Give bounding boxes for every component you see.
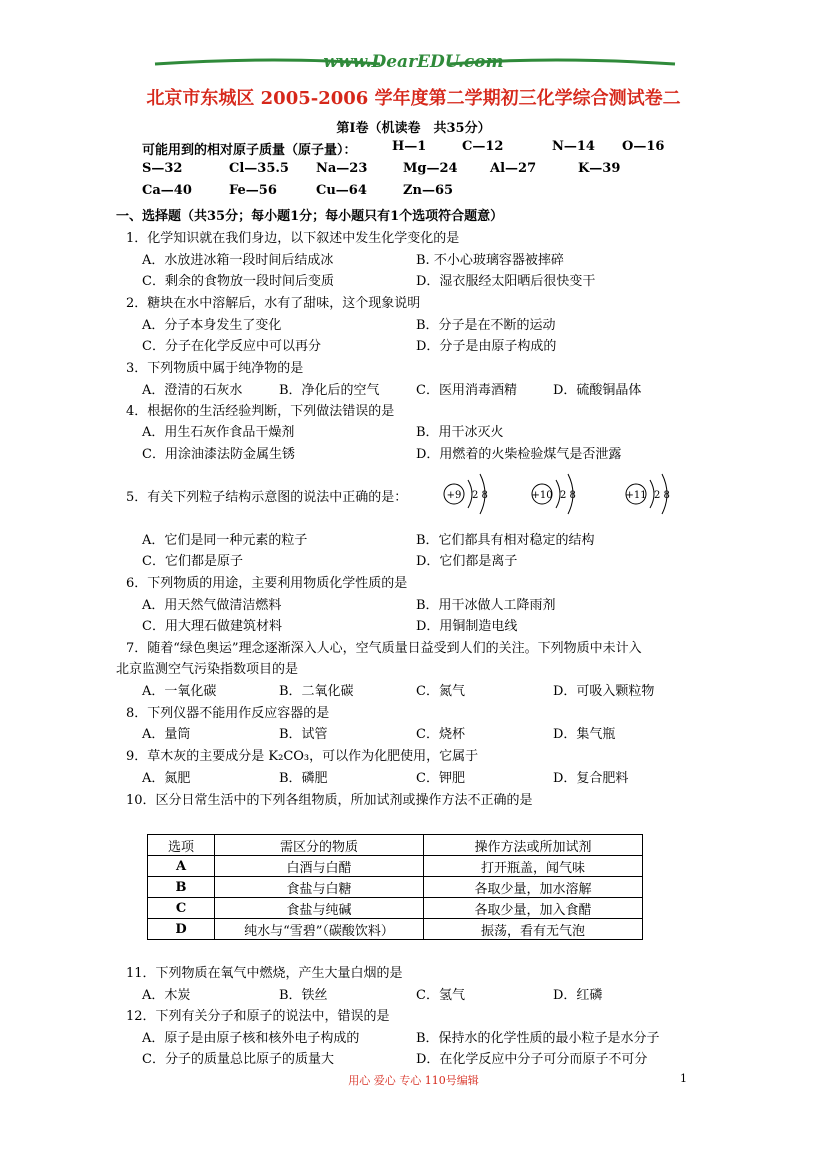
atomic-mass-item: C—12 [462, 139, 504, 154]
table-row [148, 856, 643, 877]
atom-diagram [625, 474, 669, 514]
option-b: B．磷肥 [279, 771, 328, 786]
atomic-mass-item: Cu—64 [316, 183, 367, 198]
option-a: A．一氧化碳 [142, 684, 217, 699]
page-footer: 用心 爱心 专心 110号编辑 [348, 1074, 479, 1087]
atomic-mass-item: Fe—56 [229, 183, 277, 198]
table-cell: 食盐与纯碱 [215, 898, 424, 919]
atom-diagram [444, 474, 488, 514]
option-b: B．保持水的化学性质的最小粒子是水分子 [416, 1031, 660, 1046]
table-cell: 白酒与白醋 [215, 856, 424, 877]
atomic-mass-item: Zn—65 [403, 183, 454, 198]
option-c: C．用涂油漆法防金属生锈 [142, 447, 295, 462]
question-stem: 7．随着“绿色奥运”理念逐渐深入人心，空气质量日益受到人们的关注。下列物质中未计入 [126, 641, 642, 656]
question-stem: 9．草木灰的主要成分是 K₂CO₃，可以作为化肥使用，它属于 [126, 749, 479, 764]
option-a: A．分子本身发生了变化 [142, 318, 282, 333]
question-stem: 1．化学知识就在我们身边，以下叙述中发生化学变化的是 [126, 231, 460, 246]
option-d: D．可吸入颗粒物 [553, 684, 655, 699]
atomic-mass-item: N—14 [552, 139, 595, 154]
option-b: B．铁丝 [279, 988, 328, 1003]
section-heading: 一、选择题（共35分；每小题1分；每小题只有1个选项符合题意） [116, 209, 504, 224]
atomic-mass-item: Mg—24 [403, 161, 458, 176]
atomic-mass-item: Cl—35.5 [229, 161, 289, 176]
svg-text:+10: +10 [531, 490, 553, 501]
option-d: D．在化学反应中分子可分而原子不可分 [416, 1052, 648, 1067]
atom-diagram [531, 474, 575, 514]
q10-table [147, 834, 643, 940]
option-a: A．量筒 [142, 727, 191, 742]
particle-structure-diagram [440, 470, 680, 520]
option-c: C．钾肥 [416, 771, 465, 786]
option-b: B．分子是在不断的运动 [416, 318, 556, 333]
table-cell: 振荡，看有无气泡 [424, 919, 643, 940]
table-cell: D [148, 919, 215, 940]
question-stem: 5．有关下列粒子结构示意图的说法中正确的是： [126, 490, 408, 505]
option-d: D．它们都是离子 [416, 554, 518, 569]
option-b: B．试管 [279, 727, 328, 742]
question-stem: 12．下列有关分子和原子的说法中，错误的是 [126, 1009, 390, 1024]
table-header: 需区分的物质 [215, 835, 424, 856]
table-cell: C [148, 898, 215, 919]
page-title: 北京市东城区 2005-2006 学年度第二学期初三化学综合测试卷二 [146, 88, 681, 109]
question-stem: 4．根据你的生活经验判断，下列做法错误的是 [126, 404, 395, 419]
svg-text:2 8: 2 8 [472, 490, 488, 501]
option-a: A．澄清的石灰水 [142, 383, 243, 398]
table-cell: 各取少量，加入食醋 [424, 898, 643, 919]
svg-text:+11: +11 [625, 490, 647, 501]
svg-text:2 8: 2 8 [560, 490, 576, 501]
option-c: C．医用消毒酒精 [416, 383, 517, 398]
option-c: C．剩余的食物放一段时间后变质 [142, 274, 334, 289]
option-c: C．用大理石做建筑材料 [142, 619, 282, 634]
option-d: D．复合肥料 [553, 771, 629, 786]
option-b: B．净化后的空气 [279, 383, 380, 398]
option-c: C．烧杯 [416, 727, 465, 742]
page-number: 1 [680, 1072, 687, 1085]
option-b: B．二氧化碳 [279, 684, 354, 699]
atomic-mass-item: Al—27 [490, 161, 537, 176]
site-logo-text[interactable]: www.DearEDU.com [323, 52, 504, 72]
option-a: A．水放进冰箱一段时间后结成冰 [142, 253, 334, 268]
option-c: C．它们都是原子 [142, 554, 243, 569]
option-c: C．分子的质量总比原子的质量大 [142, 1052, 334, 1067]
option-a: A．原子是由原子核和核外电子构成的 [142, 1031, 360, 1046]
table-header: 选项 [148, 835, 215, 856]
question-stem: 10．区分日常生活中的下列各组物质，所加试剂或操作方法不正确的是 [126, 793, 533, 808]
atomic-mass-item: K—39 [578, 161, 621, 176]
atomic-mass-item: S—32 [142, 161, 183, 176]
option-d: D．集气瓶 [553, 727, 616, 742]
option-b: B．它们都具有相对稳定的结构 [416, 533, 595, 548]
table-row [148, 919, 643, 940]
option-a: A．氮肥 [142, 771, 191, 786]
option-d: D．用铜制造电线 [416, 619, 518, 634]
atomic-mass-label: 可能用到的相对原子质量（原子量）： [142, 143, 357, 158]
table-header-row [148, 835, 643, 856]
option-d: D．硫酸铜晶体 [553, 383, 642, 398]
option-b: B．用干冰灭火 [416, 425, 504, 440]
atomic-mass-item: O—16 [622, 139, 665, 154]
question-stem-continued: 北京监测空气污染指数项目的是 [116, 662, 299, 677]
option-d: D．用燃着的火柴检验煤气是否泄露 [416, 447, 622, 462]
option-a: A．用生石灰作食品干燥剂 [142, 425, 295, 440]
option-a: A．木炭 [142, 988, 191, 1003]
question-stem: 11．下列物质在氧气中燃烧，产生大量白烟的是 [126, 966, 403, 981]
option-c: C．氮气 [416, 684, 465, 699]
table-cell: 食盐与白糖 [215, 877, 424, 898]
question-stem: 8．下列仪器不能用作反应容器的是 [126, 706, 330, 721]
option-d: D．红磷 [553, 988, 603, 1003]
paper-subtitle: 第Ⅰ卷（机读卷 共35分） [336, 121, 491, 136]
option-d: D．湿衣服经太阳晒后很快变干 [416, 274, 596, 289]
atomic-mass-item: Ca—40 [142, 183, 192, 198]
svg-text:2 8: 2 8 [654, 490, 670, 501]
question-stem: 6．下列物质的用途，主要利用物质化学性质的是 [126, 576, 408, 591]
question-stem: 3．下列物质中属于纯净物的是 [126, 361, 304, 376]
table-cell: 纯水与“雪碧”（碳酸饮料） [215, 919, 424, 940]
svg-text:+9: +9 [446, 490, 462, 501]
option-c: C．分子在化学反应中可以再分 [142, 339, 321, 354]
option-a: A．用天然气做清洁燃料 [142, 598, 282, 613]
table-row [148, 877, 643, 898]
option-c: C．氢气 [416, 988, 465, 1003]
question-stem: 2．糖块在水中溶解后，水有了甜味，这个现象说明 [126, 296, 421, 311]
table-row [148, 898, 643, 919]
atomic-mass-item: H—1 [392, 139, 427, 154]
option-b: B．用干冰做人工降雨剂 [416, 598, 556, 613]
table-cell: 打开瓶盖，闻气味 [424, 856, 643, 877]
option-a: A．它们是同一种元素的粒子 [142, 533, 308, 548]
atomic-mass-item: Na—23 [316, 161, 368, 176]
table-header: 操作方法或所加试剂 [424, 835, 643, 856]
table-cell: A [148, 856, 215, 877]
option-d: D．分子是由原子构成的 [416, 339, 557, 354]
option-b: B. 不小心玻璃容器被摔碎 [416, 253, 564, 268]
table-cell: B [148, 877, 215, 898]
table-cell: 各取少量，加水溶解 [424, 877, 643, 898]
